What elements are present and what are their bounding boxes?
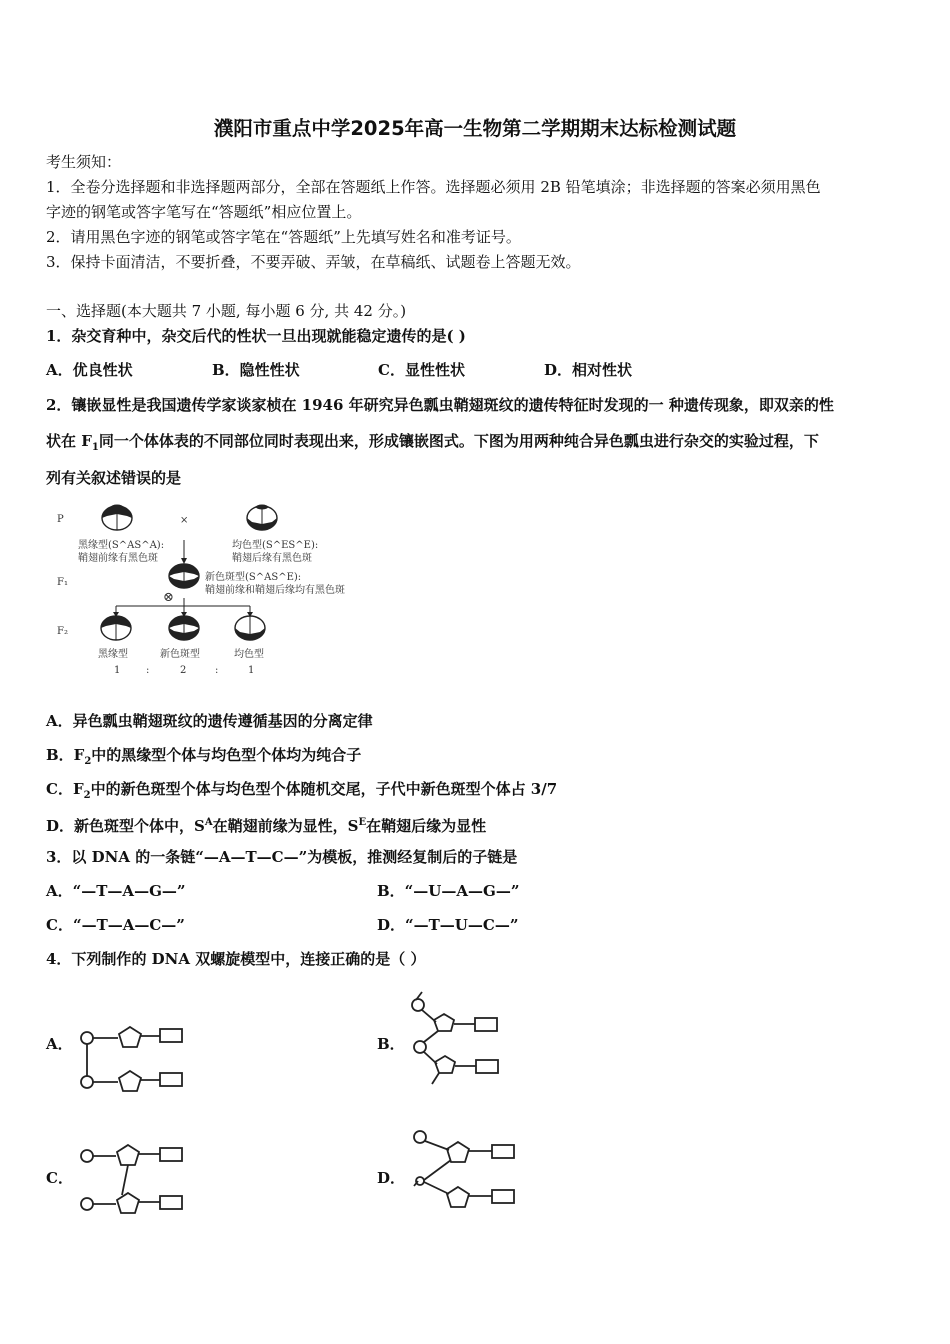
q2-option-a: A．异色瓢虫鞘翅斑纹的遗传遵循基因的分离定律: [46, 712, 373, 730]
q3-option-d: D．“—T—U—C—”: [377, 916, 519, 934]
fig-ratio-colon-2: :: [215, 665, 219, 676]
q3-option-b: B．“—U—A—G—”: [377, 882, 520, 900]
fig-parent1-genotype: 黑缘型(S^AS^A):: [78, 540, 165, 551]
notice-item-1b: 字迹的钢笔或答字笔写在“答题纸”相应位置上。: [46, 203, 362, 221]
q2-option-c: C．$F_2$中的新色斑型个体与均色型个体随机交尾，子代中新色斑型个体占 3/7: [46, 780, 558, 801]
notice-item-3: 3．保持卡面清洁，不要折叠，不要弄破、弄皱，在草稿纸、试题卷上答题无效。: [46, 253, 581, 271]
q4-option-d-label: D．: [377, 1169, 406, 1187]
fig-ratio-colon-1: :: [146, 665, 150, 676]
q1-option-c: C．显性性状: [378, 361, 465, 379]
fig-f2-label-3: 均色型: [234, 649, 264, 660]
fig-f2-label-2: 新色斑型: [160, 649, 200, 660]
q4-option-a-label: A．: [46, 1035, 73, 1053]
fig-cross-sign: ×: [180, 515, 189, 526]
fig-f2-label-1: 黑缘型: [98, 649, 128, 660]
dna-model-b-icon: [412, 992, 498, 1084]
fig-f1-genotype: 新色斑型(S^AS^E):: [205, 572, 302, 583]
q4-option-b-label: B．: [377, 1035, 405, 1053]
fig-label-f2: F₂: [57, 626, 68, 637]
fig-label-p: P: [57, 514, 64, 525]
q1-option-b: B．隐性性状: [212, 361, 300, 379]
q1-option-d: D．相对性状: [544, 361, 633, 379]
fig-selfing-sign: ⊗: [163, 590, 174, 605]
q3-stem: 3．以 DNA 的一条链“—A—T—C—”为模板，推测经复制后的子链是: [46, 848, 518, 866]
notice-heading: 考生须知：: [46, 153, 122, 171]
fig-f1-phenotype: 鞘翅前缘和鞘翅后缘均有黑色斑: [205, 585, 345, 596]
q1-stem: 1．杂交育种中，杂交后代的性状一旦出现就能稳定遗传的是( ): [46, 327, 466, 345]
notice-item-1a: 1．全卷分选择题和非选择题两部分，全部在答题纸上作答。选择题必须用 2B 铅笔填涂；非选择题的答案必须用黑色: [46, 178, 821, 196]
q3-option-a: A．“—T—A—G—”: [46, 882, 186, 900]
q2-line-3: 列有关叙述错误的是: [46, 469, 182, 487]
q4-stem: 4．下列制作的 DNA 双螺旋模型中，连接正确的是（ ）: [46, 950, 426, 968]
fig-parent1-phenotype: 鞘翅前缘有黑色斑: [78, 553, 158, 564]
fig-label-f1: F₁: [57, 577, 68, 588]
q1-option-a: A．优良性状: [46, 361, 133, 379]
section-heading: 一、选择题(本大题共 7 小题, 每小题 6 分, 共 42 分。): [46, 302, 407, 320]
fig-ratio-1: 1: [114, 665, 121, 676]
q2-option-b: B．$F_2$中的黑缘型个体与均色型个体均为纯合子: [46, 746, 362, 767]
fig-ratio-2: 2: [180, 665, 187, 676]
dna-model-c-icon: [81, 1145, 182, 1213]
q4-option-c-label: C．: [46, 1169, 73, 1187]
notice-item-2: 2．请用黑色字迹的钢笔或答字笔在“答题纸”上先填写姓名和准考证号。: [46, 228, 521, 246]
dna-model-a-icon: [81, 1027, 182, 1091]
q2-line-2: 状在 $F_1$同一个体体表的不同部位同时表现出来，形成镶嵌图式。下图为用两种纯合异色瓢虫进行杂交的实验过程，下: [46, 432, 819, 453]
fig-ratio-3: 1: [248, 665, 255, 676]
fig-parent2-genotype: 均色型(S^ES^E):: [232, 540, 319, 551]
q2-line-1: 2．镶嵌显性是我国遗传学家谈家桢在 1946 年研究异色瓢虫鞘翅斑纹的遗传特征时发现的一 种遗传现象，即双亲的性: [46, 396, 834, 414]
dna-model-d-icon: [414, 1131, 514, 1207]
fig-parent2-phenotype: 鞘翅后缘有黑色斑: [232, 553, 312, 564]
page-title: 濮阳市重点中学2025年高一生物第二学期期末达标检测试题: [213, 117, 737, 140]
q2-option-d: D．新色斑型个体中，$S^A$在鞘翅前缘为显性，$S^E$在鞘翅后缘为显性: [46, 817, 487, 835]
q3-option-c: C．“—T—A—C—”: [46, 916, 185, 934]
